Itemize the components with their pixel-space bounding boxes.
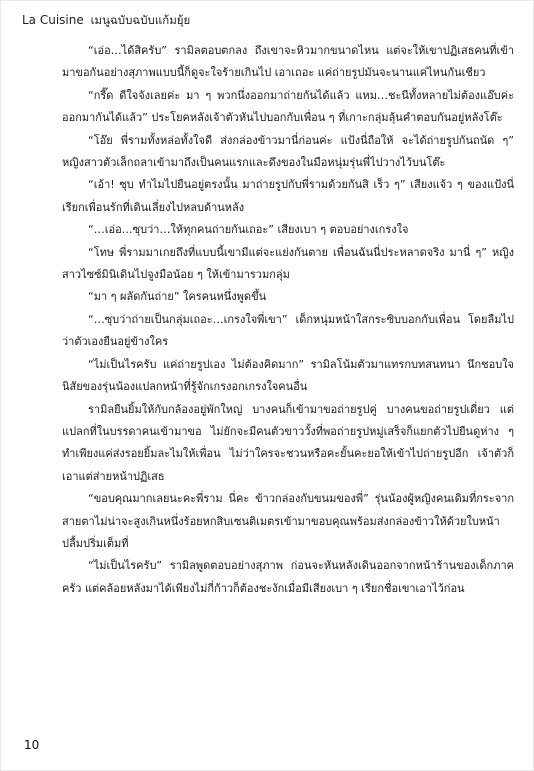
book-title: La Cuisine [22,13,84,27]
paragraph: “ไม่เป็นไรครับ” รามิลพูดตอบอย่างสุภาพ ก่อนจะหันหลังเดินออกจากหน้าร้านของเด็กภาคครัว แต่คล้อยหลังมาได้เพียงไม่กี่ก้าวก็ต้องชะงักเมื่อมีเสียงเบา ๆ เรียกชื่อเขาเอาไว้ก่อน [62,559,514,595]
paragraph: “โอ๊ย พี่รามทั้งหล่อทั้งใจดี ส่งกล่องข้าวมานี่ก่อนค่ะ แป้งนี่ถือให้ จะได้ถ่ายรูปกันถนัด ๆ” หญิงสาวตัวเล็กถลาเข้ามาถึงเป็นคนแรกและดึงของในมือหนุ่มรุ่นพี่ไปวางไว้บนโต๊ะ [62,133,514,170]
paragraph: “เอ่อ…ได้สิครับ” รามิลตอบตกลง ถึงเขาจะหิวมากขนาดไหน แต่จะให้เขาปฏิเสธคนที่เข้ามาขอกันอย่างสุภาพแบบนี้ก็ดูจะใจร้ายเกินไป เอาเถอะ แค่ถ่ายรูปมันจะนานแค่ไหนกันเชียว [62,44,514,80]
paragraph: “…เอ่อ…ซุบว่า…ให้ทุกคนถ่ายกันเถอะ” เสียงเบา ๆ ตอบอย่างเกรงใจ [88,223,409,237]
paragraph: “กรี๊ด ดีใจจังเลยค่ะ มา ๆ พวกนึ่งออกมาถ่ายกันได้แล้ว แหม…ชะนีทั้งหลายไม่ต้องแอ๊บค่ะ ออกมากันได้แล้ว” ประโยคหลังเจ้าตัวหันไปบอกกับเพื่อน ๆ ที่เกาะกลุ่มลุ้นคำตอบกันอยู่หลังโต๊ะ [62,88,514,125]
paragraph: “มา ๆ ผลัดกันถ่าย” ใครคนหนึ่งพูดขึ้น [88,290,267,304]
paragraph: “…ซุบว่าถ่ายเป็นกลุ่มเถอะ…เกรงใจพี่เขา” เด็กหนุ่มหน้าใสกระซิบบอกกับเพื่อน โดยลืมไปว่าตัวเองยืนอยู่ข้างใคร [62,312,514,349]
paragraph: “ไม่เป็นไรครับ แค่ถ่ายรูปเอง ไม่ต้องคิดมาก” รามิลโน้มตัวมาแทรกบทสนทนา นึกชอบใจนิสัยของรุ่นน้องแปลกหน้าที่รู้จักเกรงอกเกรงใจคนอื่น [62,357,514,394]
page-number: 10 [24,738,40,752]
running-header [22,12,190,30]
page-body [62,40,514,600]
paragraph: รามิลยืนยิ้มให้กับกล้องอยู่พักใหญ่ บางคนก็เข้ามาขอถ่ายรูปคู่ บางคนขอถ่ายรูปเดี่ยว แต่แปลกที่ในบรรดาคนเข้ามาขอ ไม่ยักจะมีคนตัวขาววั้งที่พอถ่ายรูปหมู่เสร็จก็แยกตัวไปยืนดูห่าง ๆ ทำเพียงแค่ส่งรอยยิ้มละไมให้เพื่อน ไม่ว่าใครจะชวนหรือคะยั้นคะยอให้เข้าไปถ่ายรูปอีก เจ้าตัวก็เอาแต่ส่ายหน้าปฏิเสธ [62,402,514,483]
paragraph: “เอ้า! ซุบ ทำไมไปยืนอยู่ตรงนั้น มาถ่ายรูปกับพี่รามด้วยกันสิ เร็ว ๆ” เสียงแจ้ว ๆ ของแป้งนี่เรียกเพื่อนรักที่เดินเลี่ยงไปหลบด้านหลัง [62,178,514,214]
book-subtitle: เมนูฉบับฉบับแก้มยุ้ย [90,13,191,27]
paragraph: “ขอบคุณมากเลยนะคะพี่ราม นี่คะ ข้าวกล่องกับขนมของพี่” รุ่นน้องผู้หญิงคนเดิมที่กระจากสายตาไม่น่าจะสูงเกินหนึ่งร้อยหกสิบเซนติเมตรเข้ามาขอบคุณพร้อมส่งกล่องข้าวให้ด้วยใบหน้าปลื้มปริ่มเต็มที่ [62,492,514,550]
paragraph: “โทษ พี่รามมาเกยถึงที่แบบนี้เขามีแต่จะแย่งกันตาย เพื่อนฉันนี่ประหลาดจริง มานี่ ๆ” หญิงสาวไซซ์มินิเดินไปจูงมือน้อย ๆ ให้เข้ามารวมกลุ่ม [62,245,514,282]
